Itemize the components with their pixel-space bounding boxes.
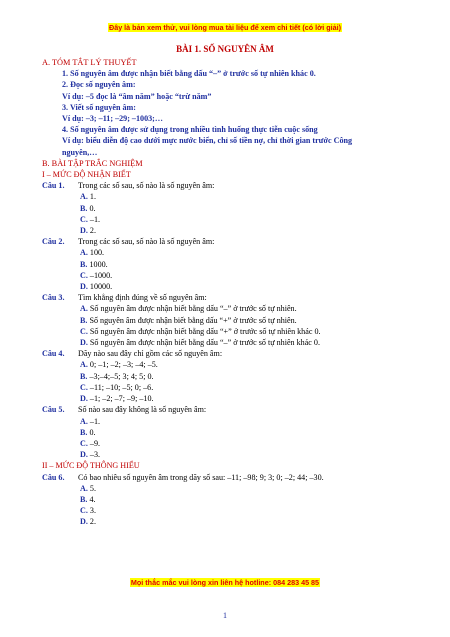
option-text: –1. xyxy=(89,214,101,224)
question-label: Câu 4. xyxy=(42,349,65,359)
answer-option xyxy=(42,281,434,292)
question xyxy=(42,404,434,460)
theory-line: 3. Viết số nguyên âm: xyxy=(62,102,136,112)
option-letter: A. xyxy=(80,360,88,370)
theory-line: 4. Số nguyên âm được sử dụng trong nhiều tình huống thực tiễn cuộc sống xyxy=(62,125,318,135)
answer-option xyxy=(42,494,434,505)
question-label: Câu 3. xyxy=(42,293,65,303)
option-text: 5. xyxy=(89,483,96,493)
question-label: Câu 1. xyxy=(42,181,65,191)
question xyxy=(42,472,434,528)
option-text: 0. xyxy=(89,427,96,437)
hotline-footer: Mọi thắc mắc vui lòng xin liên hệ hotline: 084 283 45 85 xyxy=(130,578,320,587)
answer-option xyxy=(42,326,434,337)
answer-option xyxy=(42,427,434,438)
answer-option xyxy=(42,483,434,494)
answer-option xyxy=(42,247,434,258)
option-text: Số nguyên âm được nhận biết bằng dấu “+” ở trước số tự nhiên khác 0. xyxy=(89,326,321,336)
option-letter: D. xyxy=(80,282,88,292)
theory-line: Ví dụ: –3; –11; –29; –1003;… xyxy=(62,114,163,124)
question-label: Câu 5. xyxy=(42,405,65,415)
option-letter: C. xyxy=(80,214,88,224)
page-number: 1 xyxy=(223,611,227,620)
theory-line: 2. Đọc số nguyên âm: xyxy=(62,80,136,90)
question-stem xyxy=(42,180,434,191)
option-letter: B. xyxy=(80,494,88,504)
question-stem xyxy=(42,348,434,359)
answer-option xyxy=(42,270,434,281)
answer-option xyxy=(42,337,434,348)
answer-option xyxy=(42,303,434,314)
option-text: 0; –1; –2; –3; –4; –5. xyxy=(89,360,158,370)
option-text: 2. xyxy=(89,226,96,236)
option-text: Số nguyên âm được nhận biết bằng dấu “+” ở trước số tự nhiên. xyxy=(89,315,297,325)
option-letter: D. xyxy=(80,450,88,460)
option-letter: D. xyxy=(80,517,88,527)
answer-option xyxy=(42,359,434,370)
question xyxy=(42,236,434,292)
option-text: –1. xyxy=(89,416,101,426)
option-letter: A. xyxy=(80,483,88,493)
answer-option xyxy=(42,416,434,427)
option-letter: B. xyxy=(80,427,88,437)
lesson-title: BÀI 1. SỐ NGUYÊN ÂM xyxy=(176,44,274,54)
option-letter: C. xyxy=(80,438,88,448)
option-text: 4. xyxy=(89,494,96,504)
question xyxy=(42,180,434,236)
theory-line: nguyên,… xyxy=(62,147,98,157)
question-text: Dãy nào sau đây chỉ gồm các số nguyên âm: xyxy=(78,349,223,359)
option-letter: D. xyxy=(80,338,88,348)
question-text: Có bao nhiêu số nguyên âm trong dãy số sau: –11; –98; 9; 3; 0; –2; 44; –30. xyxy=(78,472,324,482)
option-letter: C. xyxy=(80,326,88,336)
question-stem xyxy=(42,404,434,415)
answer-option xyxy=(42,225,434,236)
option-text: –9. xyxy=(89,438,101,448)
option-text: –3. xyxy=(89,450,101,460)
option-letter: A. xyxy=(80,192,88,202)
option-letter: B. xyxy=(80,259,88,269)
option-letter: C. xyxy=(80,506,88,516)
level-heading: II – MỨC ĐỘ THÔNG HIỂU xyxy=(42,461,140,471)
option-text: Số nguyên âm được nhận biết bằng dấu “–” ở trước số tự nhiên khác 0. xyxy=(89,338,320,348)
answer-option xyxy=(42,505,434,516)
question-label: Câu 6. xyxy=(42,472,65,482)
option-letter: D. xyxy=(80,226,88,236)
questions-level-2 xyxy=(42,472,434,528)
option-text: 1000. xyxy=(89,259,108,269)
option-text: Số nguyên âm được nhận biết bằng dấu “–” ở trước số tự nhiên. xyxy=(89,304,297,314)
option-letter: B. xyxy=(80,371,88,381)
question-stem xyxy=(42,472,434,483)
option-text: –3;–4;–5; 3; 4; 5; 0. xyxy=(89,371,154,381)
question-text: Tìm khẳng định đúng về số nguyên âm: xyxy=(78,293,207,303)
question-text: Trong các số sau, số nào là số nguyên âm: xyxy=(78,237,215,247)
section-a-heading: A. TÓM TẮT LÝ THUYẾT xyxy=(42,58,137,67)
question-text: Số nào sau đây không là số nguyên âm: xyxy=(78,405,207,415)
option-letter: C. xyxy=(80,382,88,392)
option-text: 1. xyxy=(89,192,96,202)
answer-option xyxy=(42,449,434,460)
option-text: 3. xyxy=(89,506,96,516)
section-b-heading: B. BÀI TẬP TRẮC NGHIỆM xyxy=(42,158,143,168)
answer-option xyxy=(42,516,434,527)
option-letter: B. xyxy=(80,315,88,325)
answer-option xyxy=(42,214,434,225)
option-letter: D. xyxy=(80,394,88,404)
question-text: Trong các số sau, số nào là số nguyên âm: xyxy=(78,181,215,191)
answer-option xyxy=(42,382,434,393)
document-content xyxy=(42,57,434,528)
option-letter: A. xyxy=(80,304,88,314)
theory-line: Ví dụ: –5 đọc là “âm năm” hoặc “trừ năm” xyxy=(62,91,212,101)
theory-line: Ví dụ: biểu diễn độ cao dưới mực nước biển, chỉ số tiền nợ, chỉ thời gian trước Công xyxy=(62,136,353,146)
preview-banner: Đây là bản xem thử, vui lòng mua tài liệu để xem chi tiết (có lời giải) xyxy=(109,23,341,32)
option-text: 100. xyxy=(89,248,105,258)
option-letter: A. xyxy=(80,416,88,426)
answer-option xyxy=(42,371,434,382)
answer-option xyxy=(42,191,434,202)
option-letter: B. xyxy=(80,203,88,213)
answer-option xyxy=(42,315,434,326)
question xyxy=(42,292,434,348)
answer-option xyxy=(42,259,434,270)
theory-line: 1. Số nguyên âm được nhận biết bằng dấu “–” ở trước số tự nhiên khác 0. xyxy=(62,69,316,79)
questions-level-1 xyxy=(42,180,434,460)
question-stem xyxy=(42,292,434,303)
option-letter: A. xyxy=(80,248,88,258)
level-heading: I – MỨC ĐỘ NHẬN BIẾT xyxy=(42,170,131,180)
option-text: 2. xyxy=(89,517,96,527)
question xyxy=(42,348,434,404)
question-label: Câu 2. xyxy=(42,237,65,247)
question-stem xyxy=(42,236,434,247)
answer-option xyxy=(42,393,434,404)
option-text: –1; –2; –7; –9; –10. xyxy=(89,394,154,404)
option-text: –11; –10; –5; 0; –6. xyxy=(89,382,154,392)
answer-option xyxy=(42,203,434,214)
answer-option xyxy=(42,438,434,449)
option-text: –1000. xyxy=(89,270,113,280)
option-letter: C. xyxy=(80,270,88,280)
option-text: 0. xyxy=(89,203,96,213)
option-text: 10000. xyxy=(89,282,113,292)
